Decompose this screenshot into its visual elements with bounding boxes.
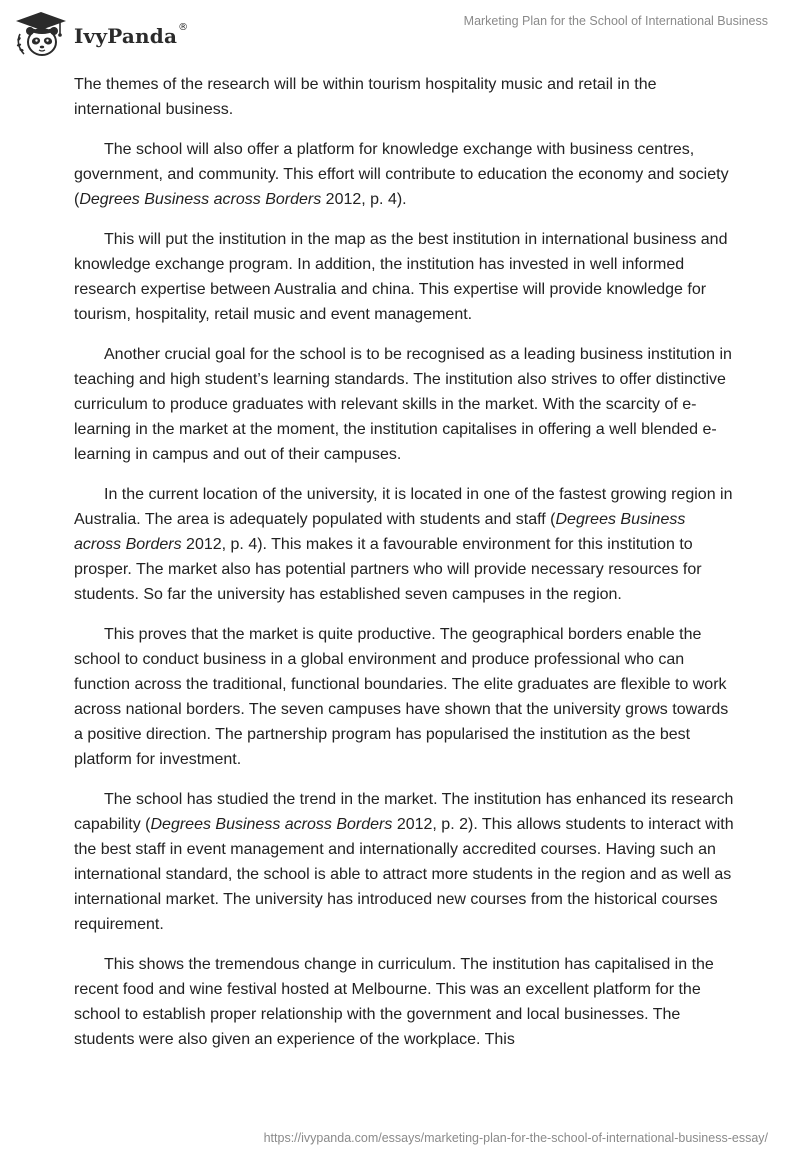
paragraph-6	[74, 622, 734, 772]
paragraph-2	[74, 137, 734, 212]
source-url[interactable]: https://ivypanda.com/essays/marketing-plan-for-the-school-of-international-business-essay/	[263, 1131, 768, 1145]
paragraph-text: 2012, p. 4). This makes it a favourable environment for this institution to prosper. The market also has potential partners who will provide necessary resources for students. So far the university has established seven campuses in the region.	[74, 536, 702, 603]
logo-wordmark: IvyPanda®	[74, 22, 189, 48]
ivypanda-logo[interactable]	[14, 10, 188, 60]
paragraph-text: The themes of the research will be within tourism hospitality music and retail in the international business.	[74, 76, 657, 118]
paragraph-text: This will put the institution in the map as the best institution in international business and knowledge exchange program. In addition, the institution has invested in well informed research expertise between Australia and china. This expertise will provide knowledge for tourism, hospitality, retail music and event management.	[74, 231, 728, 323]
essay-body	[74, 72, 734, 1067]
paragraph-4	[74, 342, 734, 467]
paragraph-text: The school has studied the trend in the market. The institution has enhanced its research capability (	[74, 791, 734, 833]
paragraph-text: This shows the tremendous change in curriculum. The institution has capitalised in the recent food and wine festival hosted at Melbourne. This was an excellent platform for the school to establish proper relationship with the government and local businesses. The students were also given an experience of the workplace. This	[74, 956, 714, 1048]
paragraph-text: In the current location of the university, it is located in one of the fastest growing region in Australia. The area is adequately populated with students and staff (	[74, 486, 733, 528]
citation-title: Degrees Business across Borders	[74, 511, 686, 553]
page-header	[0, 0, 800, 70]
paragraph-3	[74, 227, 734, 327]
paragraph-text: The school will also offer a platform for knowledge exchange with business centres, government, and community. This effort will contribute to education the economy and society (	[74, 141, 729, 208]
registered-mark: ®	[178, 22, 189, 33]
paragraph-8	[74, 952, 734, 1052]
panda-graduation-cap-icon	[14, 10, 68, 60]
paragraph-text: 2012, p. 4).	[321, 191, 407, 208]
paragraph-5	[74, 482, 734, 607]
citation-title: Degrees Business across Borders	[79, 191, 322, 208]
paragraph-text: This proves that the market is quite productive. The geographical borders enable the school to conduct business in a global environment and produce professional who can function across the traditional, functional boundaries. The elite graduates are flexible to work across national borders. The seven campuses have shown that the university grows towards a positive direction. The partnership program has popularised the institution as the best platform for investment.	[74, 626, 729, 768]
paragraph-text: 2012, p. 2). This allows students to interact with the best staff in event management and internationally accredited courses. Having such an international standard, the school is able to attract more students in the region and as well as international market. The university has introduced new courses from the historical courses requirement.	[74, 816, 734, 933]
paragraph-1	[74, 72, 734, 122]
paragraph-text: Another crucial goal for the school is to be recognised as a leading business institution in teaching and high student’s learning standards. The institution also strives to offer distinctive curriculum to produce graduates with relevant skills in the market. With the scarcity of e-learning in the market at the moment, the institution capitalises in offering a well blended e-learning in campus and out of their campuses.	[74, 346, 732, 463]
paragraph-7	[74, 787, 734, 937]
document-title: Marketing Plan for the School of International Business	[463, 14, 768, 28]
citation-title: Degrees Business across Borders	[150, 816, 393, 833]
